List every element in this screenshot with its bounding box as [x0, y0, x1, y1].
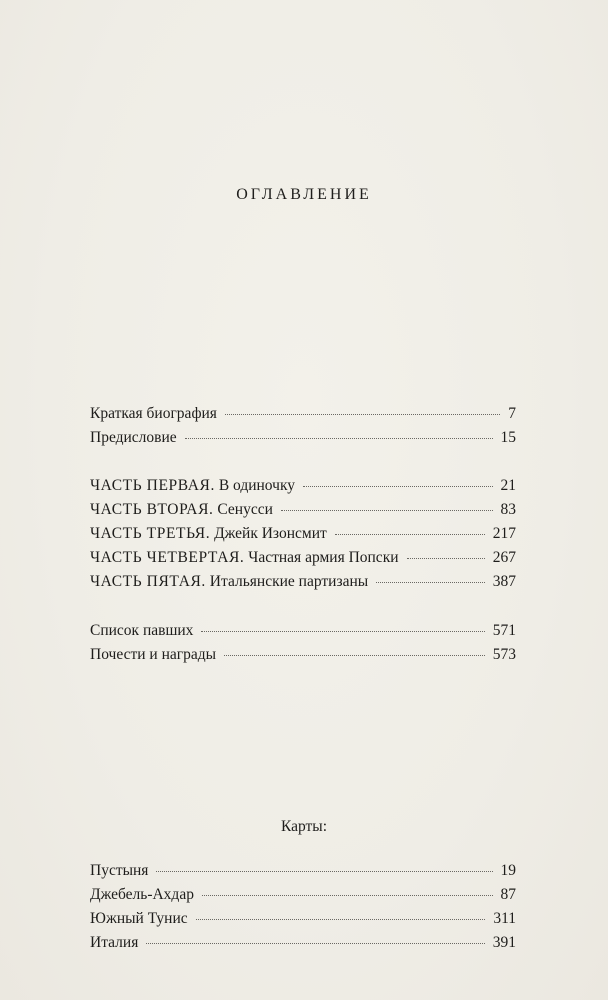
dot-leader [202, 895, 493, 896]
dot-leader [376, 582, 485, 583]
toc-part-entry[interactable] [90, 501, 516, 525]
toc-part-label [90, 549, 399, 567]
toc-part-entry[interactable] [90, 477, 516, 501]
toc-front-section [90, 405, 516, 453]
contents-heading: ОГЛАВЛЕНИЕ [236, 186, 372, 203]
toc-entry-page: 267 [492, 549, 516, 566]
dot-leader [225, 414, 500, 415]
toc-entry-page: 217 [492, 525, 516, 542]
map-entry-page: 391 [492, 934, 516, 951]
part-title: Итальянские партизаны [209, 573, 369, 590]
toc-part-label [90, 477, 295, 495]
toc-entry-page: 573 [492, 646, 516, 663]
toc-entry-label: Краткая биография [90, 405, 217, 422]
map-entry-page: 19 [500, 862, 516, 879]
part-title: Частная армия Попски [248, 549, 399, 566]
dot-leader [303, 486, 492, 487]
maps-heading: Карты: [280, 818, 328, 835]
dot-leader [407, 558, 485, 559]
toc-part-entry[interactable] [90, 573, 516, 597]
toc-entry-page: 15 [500, 429, 516, 446]
part-title: Сенусси [217, 501, 273, 518]
toc-entry-label: Почести и награды [90, 646, 217, 663]
toc-part-label [90, 525, 327, 543]
toc-entry-page: 83 [500, 501, 516, 518]
part-number: ЧАСТЬ ВТОРАЯ. [90, 501, 214, 518]
toc-maps-section [90, 862, 516, 958]
dot-leader [146, 943, 484, 944]
dot-leader [201, 631, 484, 632]
map-entry[interactable] [90, 910, 516, 934]
toc-part-entry[interactable] [90, 525, 516, 549]
map-entry-page: 87 [500, 886, 516, 903]
dot-leader [185, 438, 493, 439]
dot-leader [156, 871, 492, 872]
map-entry-label: Пустыня [90, 862, 149, 879]
part-title: Джейк Изонсмит [214, 525, 327, 542]
map-entry-page: 311 [493, 910, 516, 927]
map-entry-label: Джебель-Ахдар [90, 886, 194, 903]
toc-parts-section [90, 477, 516, 597]
toc-back-section [90, 622, 516, 670]
toc-part-entry[interactable] [90, 549, 516, 573]
dot-leader [335, 534, 485, 535]
toc-entry-page: 387 [492, 573, 516, 590]
map-entry-label: Италия [90, 934, 139, 951]
dot-leader [281, 510, 493, 511]
map-entry[interactable] [90, 934, 516, 958]
dot-leader [224, 655, 485, 656]
toc-part-label [90, 501, 273, 519]
toc-entry[interactable] [90, 646, 516, 670]
dot-leader [196, 919, 486, 920]
toc-entry-page: 571 [492, 622, 516, 639]
toc-entry-page: 7 [508, 405, 516, 422]
part-number: ЧАСТЬ ПЕРВАЯ. [90, 477, 215, 494]
toc-entry-label: Список павших [90, 622, 194, 639]
part-number: ЧАСТЬ ПЯТАЯ. [90, 573, 206, 590]
toc-entry[interactable] [90, 622, 516, 646]
toc-entry-page: 21 [500, 477, 516, 494]
toc-entry-label: Предисловие [90, 429, 177, 446]
part-number: ЧАСТЬ ЧЕТВЕРТАЯ. [90, 549, 245, 566]
map-entry-label: Южный Тунис [90, 910, 188, 927]
part-title: В одиночку [218, 477, 296, 494]
toc-part-label [90, 573, 368, 591]
map-entry[interactable] [90, 886, 516, 910]
part-number: ЧАСТЬ ТРЕТЬЯ. [90, 525, 211, 542]
toc-entry[interactable] [90, 405, 516, 429]
toc-entry[interactable] [90, 429, 516, 453]
map-entry[interactable] [90, 862, 516, 886]
